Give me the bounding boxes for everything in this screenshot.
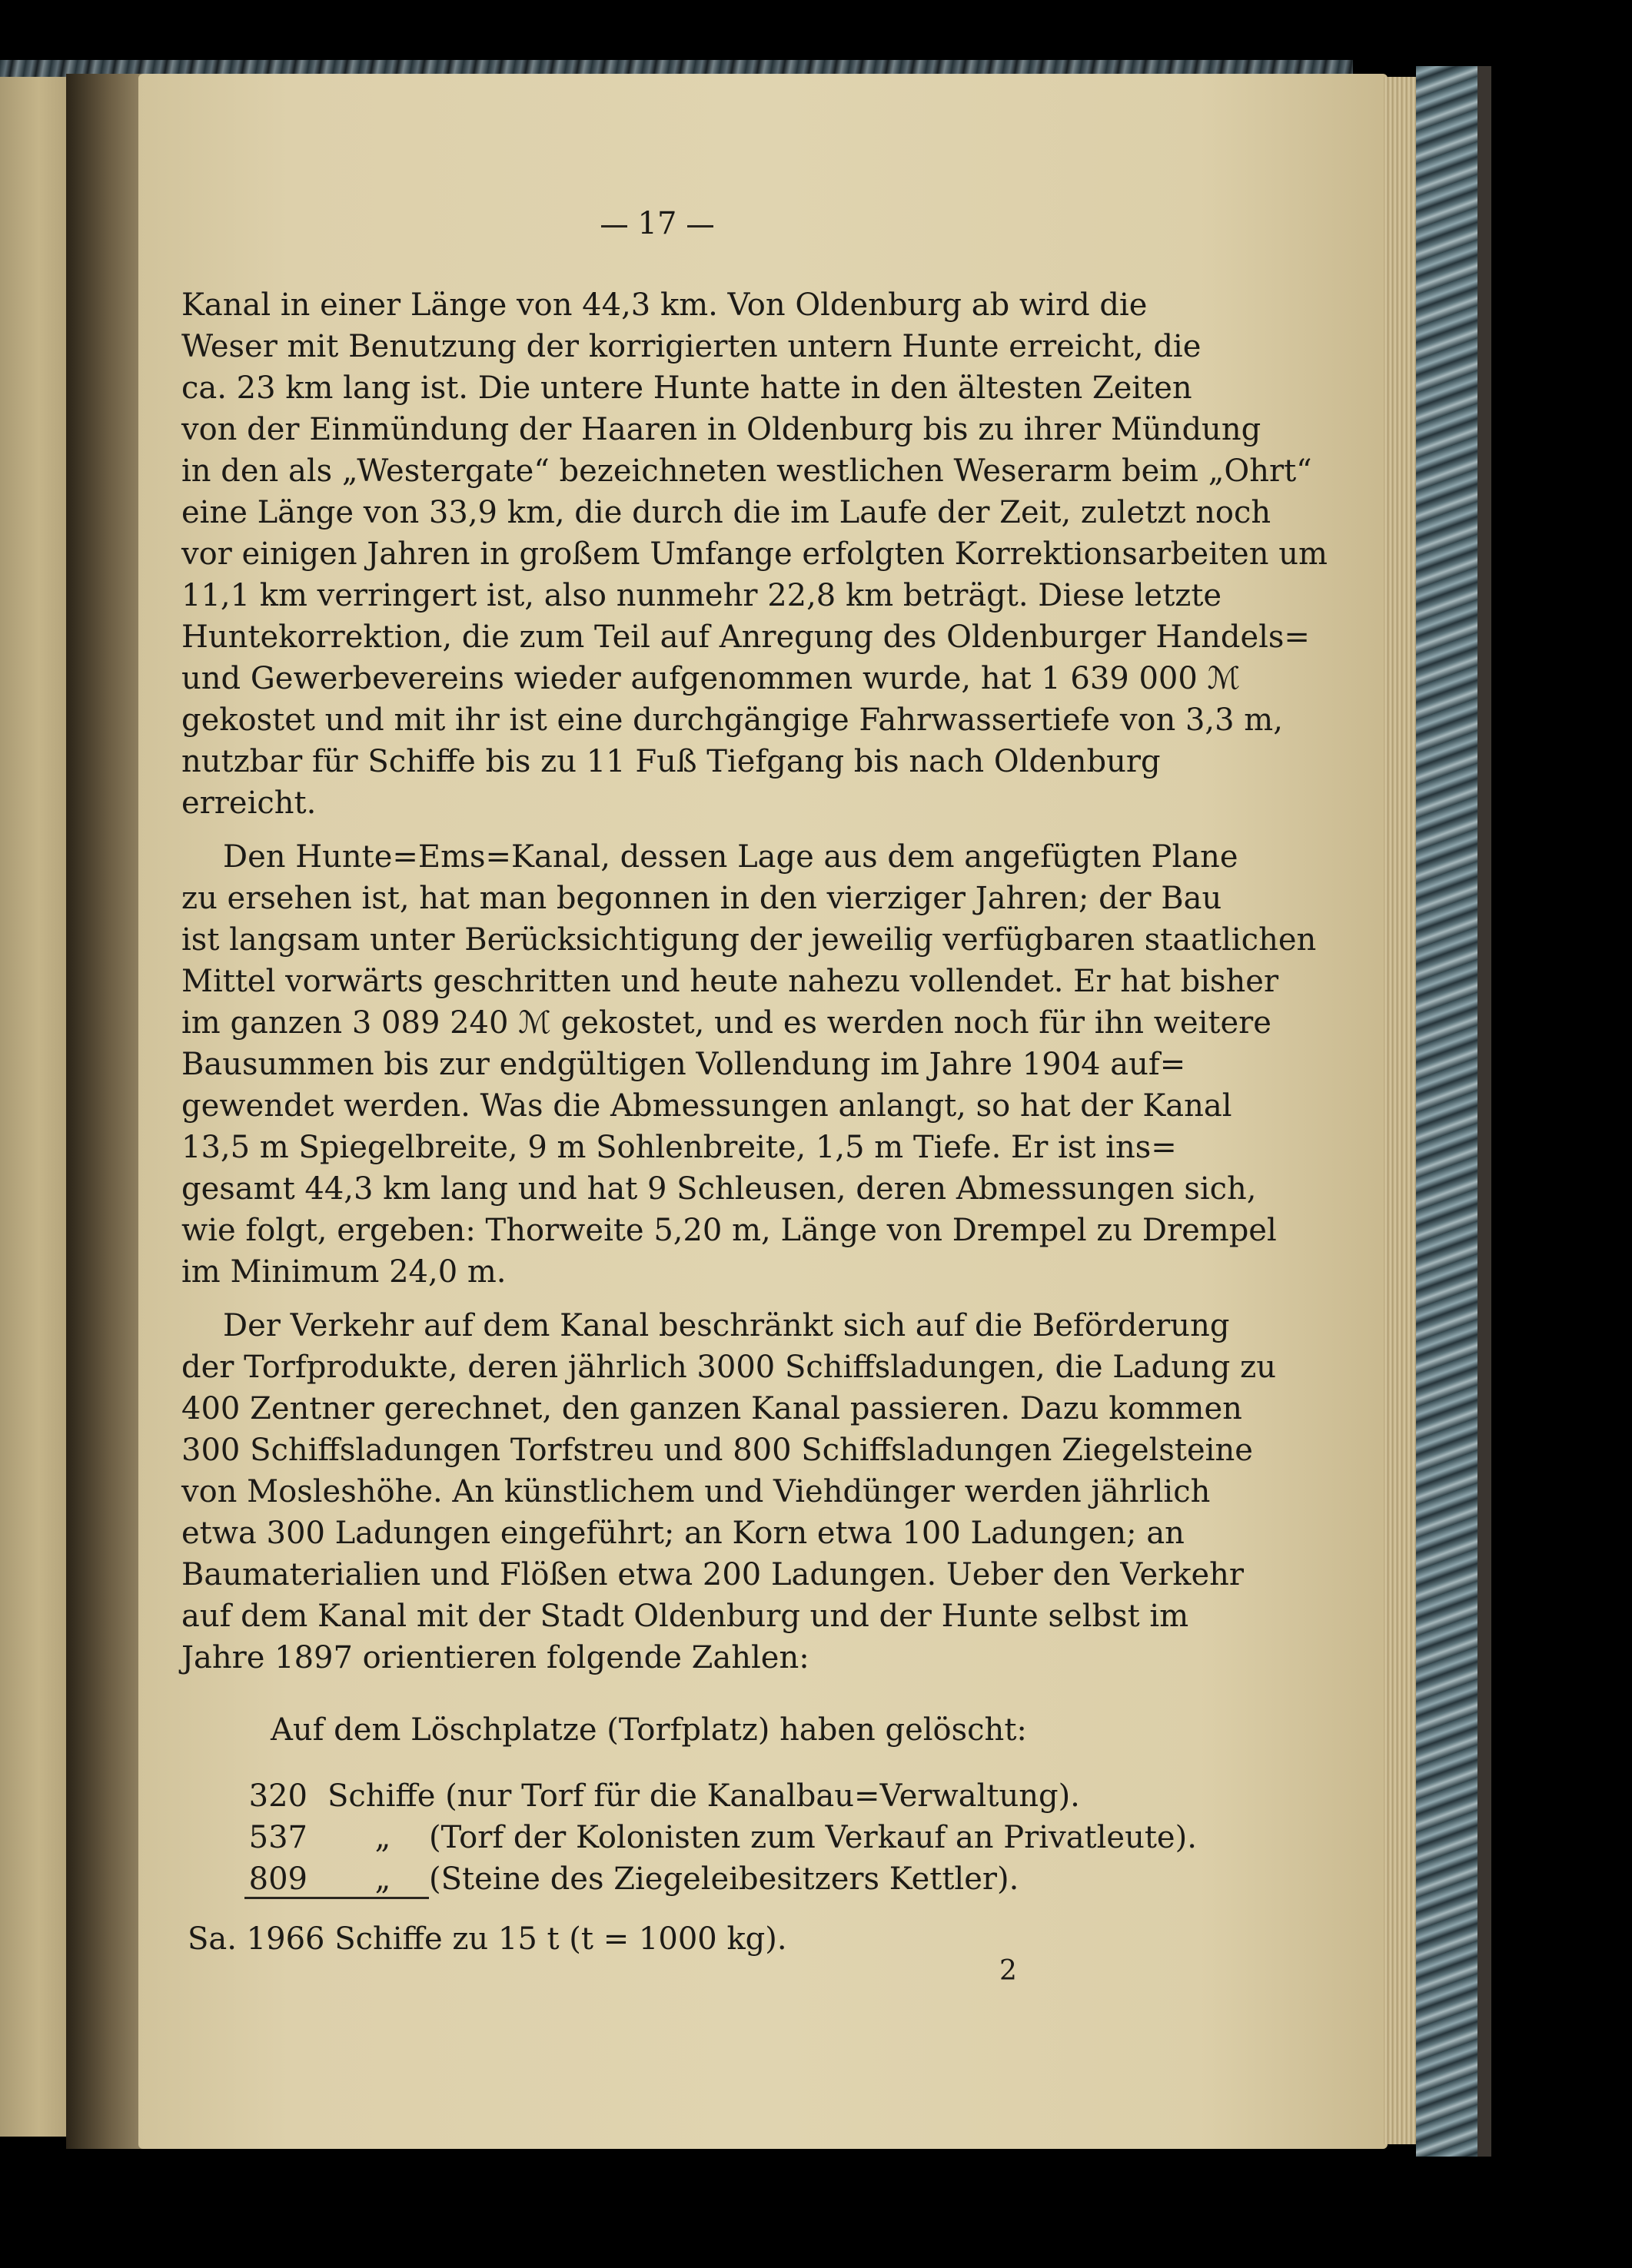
text-line: der Torfprodukte, deren jährlich 3000 Schiffsladungen, die Ladung zu — [181, 1350, 1276, 1385]
text-line: Baumaterialien und Flößen etwa 200 Ladungen. Ueber den Verkehr — [181, 1557, 1245, 1592]
list-row — [0, 1817, 1230, 1858]
printer-signature-mark: 2 — [999, 1955, 1017, 1987]
text-line: Jahre 1897 orientieren folgende Zahlen: — [181, 1640, 809, 1675]
list-count: 537 — [248, 1820, 307, 1855]
text-line: 11,1 km verringert ist, also nunmehr 22,8 km beträgt. Diese letzte — [181, 578, 1222, 613]
text-line: etwa 300 Ladungen eingeführt; an Korn etwa 100 Ladungen; an — [181, 1516, 1185, 1551]
text-line: gekostet und mit ihr ist eine durchgängige Fahrwassertiefe von 3,3 m, — [181, 702, 1283, 738]
list-description: (Torf der Kolonisten zum Verkauf an Privatleute). — [429, 1820, 1197, 1855]
text-line: Mittel vorwärts geschritten und heute nahezu vollendet. Er hat bisher — [181, 964, 1279, 999]
ditto-mark: „ — [374, 1861, 391, 1897]
list-intro: Auf dem Löschplatze (Torfplatz) haben gelöscht: — [271, 1712, 1027, 1748]
text-line: ist langsam unter Berücksichtigung der jeweilig verfügbaren staatlichen — [181, 922, 1317, 958]
list-row — [0, 1775, 1230, 1817]
text-line: im Minimum 24,0 m. — [181, 1254, 507, 1290]
list-description: (Steine des Ziegeleibesitzers Kettler). — [429, 1861, 1019, 1897]
text-line: ca. 23 km lang ist. Die untere Hunte hatte in den ältesten Zeiten — [181, 370, 1192, 406]
ditto-mark: „ — [374, 1820, 391, 1855]
text-line: Huntekorrektion, die zum Teil auf Anregung des Oldenburger Handels= — [181, 619, 1310, 655]
text-line: und Gewerbevereins wieder aufgenommen wurde, hat 1 639 000 ℳ — [181, 661, 1241, 696]
page-number-header — [580, 206, 734, 241]
sum-rule — [244, 1897, 429, 1899]
text-line: erreicht. — [181, 785, 317, 821]
text-line: von der Einmündung der Haaren in Oldenburg bis zu ihrer Mündung — [181, 412, 1261, 447]
text-line: Bausummen bis zur endgültigen Vollendung im Jahre 1904 auf= — [181, 1047, 1186, 1082]
cover-spine-edge — [1477, 66, 1491, 2157]
text-line: wie folgt, ergeben: Thorweite 5,20 m, Länge von Drempel zu Drempel — [181, 1213, 1277, 1248]
text-line: im ganzen 3 089 240 ℳ gekostet, und es werden noch für ihn weitere — [181, 1005, 1271, 1041]
text-line: nutzbar für Schiffe bis zu 11 Fuß Tiefgang bis nach Oldenburg — [181, 744, 1161, 779]
list-description: Schiffe (nur Torf für die Kanalbau=Verwaltung). — [327, 1778, 1080, 1814]
text-line: zu ersehen ist, hat man begonnen in den vierziger Jahren; der Bau — [181, 881, 1222, 916]
text-line: eine Länge von 33,9 km, die durch die im Laufe der Zeit, zuletzt noch — [181, 495, 1271, 530]
page-leaf-edges — [1384, 77, 1416, 2144]
header-dash-left — [601, 225, 627, 227]
text-line: gesamt 44,3 km lang und hat 9 Schleusen, deren Abmessungen sich, — [181, 1171, 1257, 1207]
text-line: auf dem Kanal mit der Stadt Oldenburg und der Hunte selbst im — [181, 1599, 1189, 1634]
list-sum: Sa. 1966 Schiffe zu 15 t (t = 1000 kg). — [188, 1921, 787, 1957]
text-line: Weser mit Benutzung der korrigierten untern Hunte erreicht, die — [181, 329, 1202, 364]
list-count: 320 — [248, 1778, 307, 1814]
text-line: 400 Zentner gerechnet, den ganzen Kanal passieren. Dazu kommen — [181, 1391, 1242, 1426]
text-line: 300 Schiffsladungen Torfstreu und 800 Schiffsladungen Ziegelsteine — [181, 1433, 1253, 1468]
text-line: Kanal in einer Länge von 44,3 km. Von Oldenburg ab wird die — [181, 287, 1148, 323]
text-line: Den Hunte=Ems=Kanal, dessen Lage aus dem angefügten Plane — [223, 839, 1238, 875]
text-line: von Mosleshöhe. An künstlichem und Viehdünger werden jährlich — [181, 1474, 1211, 1509]
marbled-cover-board — [1416, 66, 1479, 2157]
list-count: 809 — [248, 1861, 307, 1897]
text-line: Der Verkehr auf dem Kanal beschränkt sich auf die Beförderung — [223, 1308, 1230, 1343]
text-line: gewendet werden. Was die Abmessungen anlangt, so hat der Kanal — [181, 1088, 1232, 1124]
list-row — [0, 1858, 1230, 1900]
header-dash-right — [687, 225, 713, 227]
page-number: 17 — [637, 206, 677, 241]
text-line: 13,5 m Spiegelbreite, 9 m Sohlenbreite, 1,5 m Tiefe. Er ist ins= — [181, 1130, 1177, 1165]
text-line: vor einigen Jahren in großem Umfange erfolgten Korrektionsarbeiten um — [181, 536, 1328, 572]
text-line: in den als „Westergate“ bezeichneten westlichen Weserarm beim „Ohrt“ — [181, 453, 1312, 489]
